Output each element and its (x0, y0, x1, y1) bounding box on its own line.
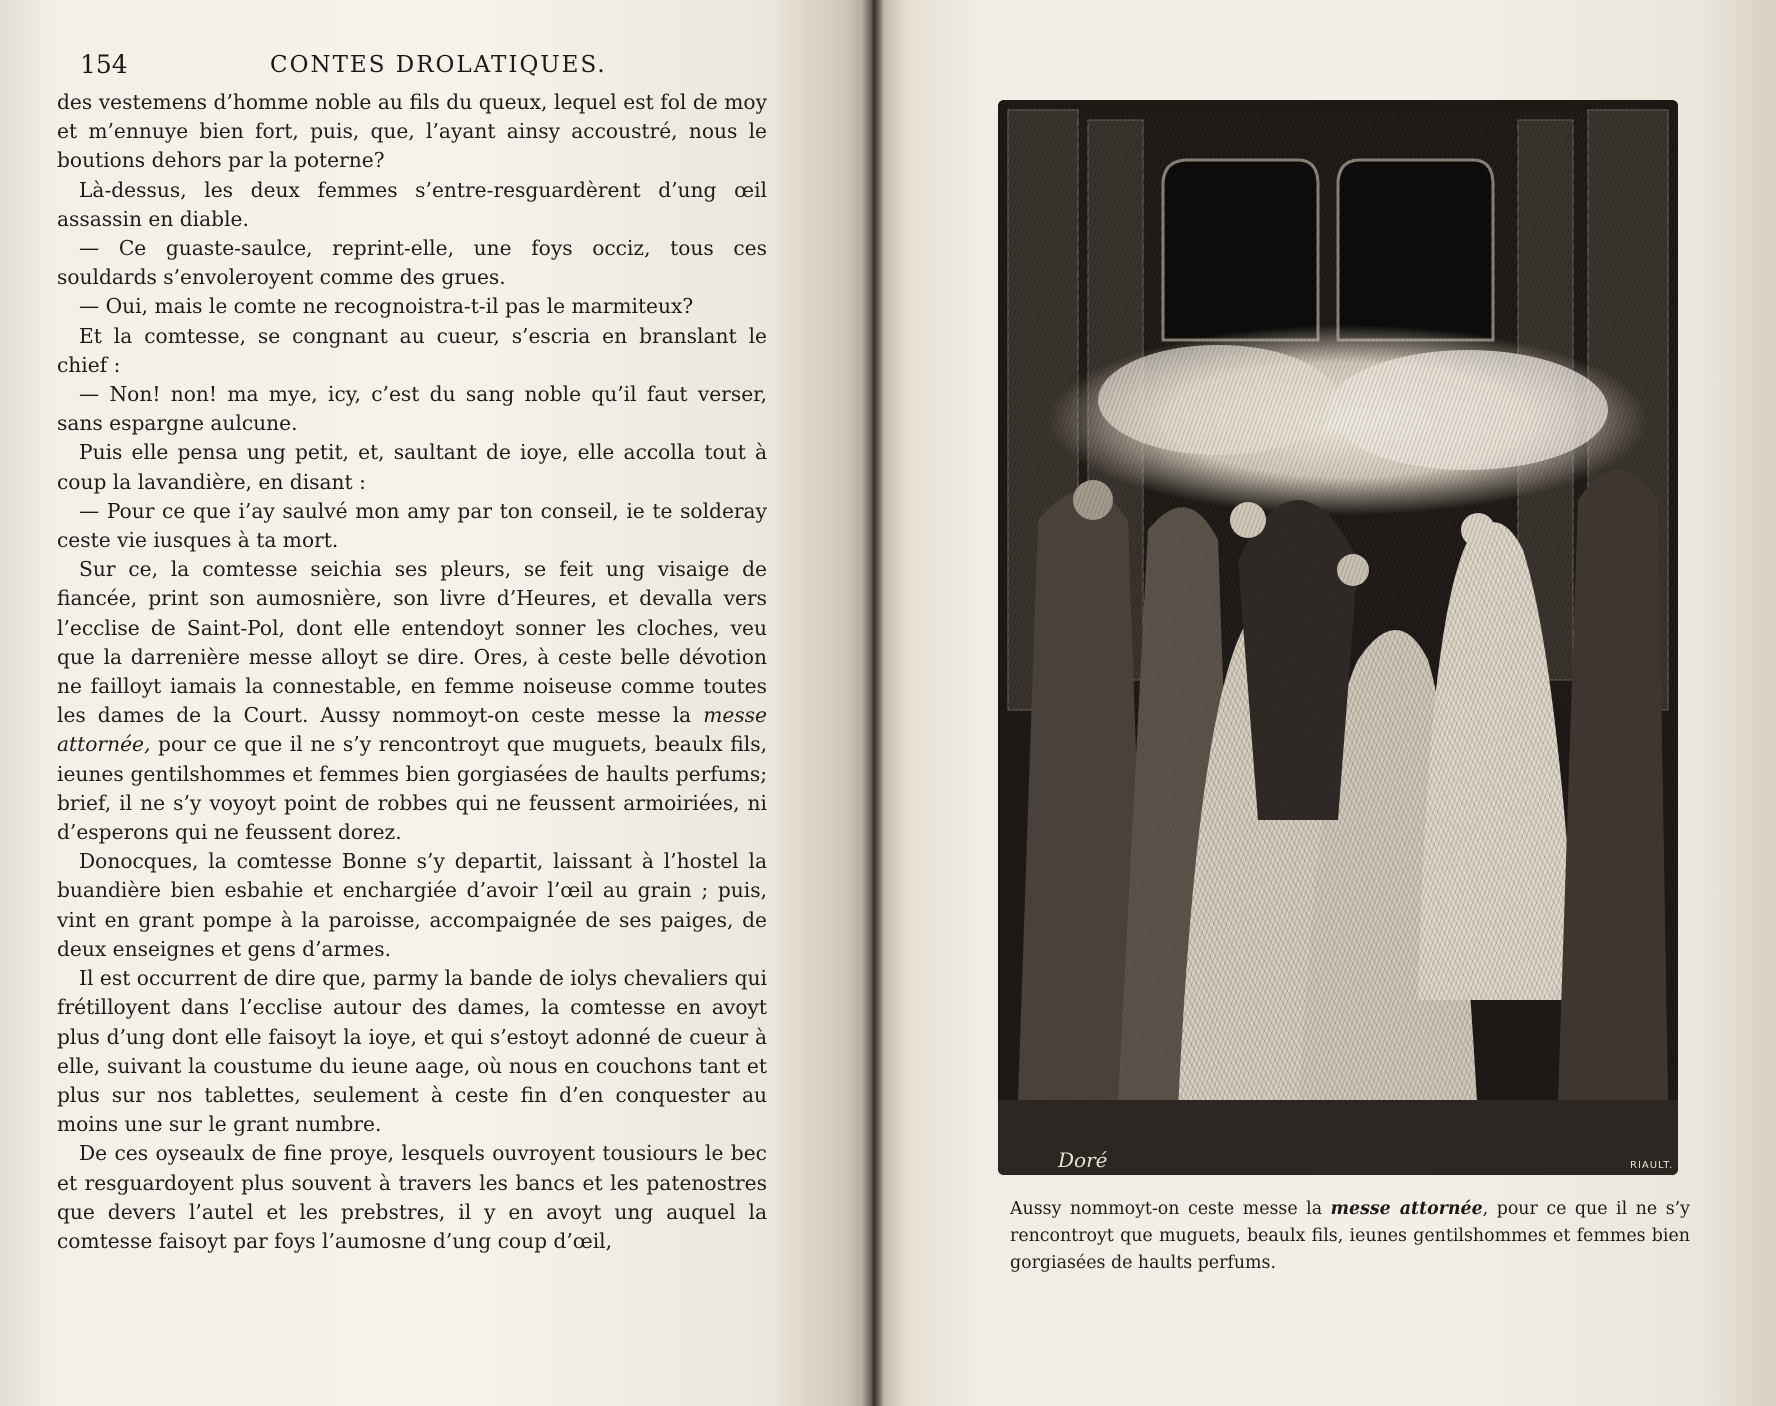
illustration-caption (1010, 1196, 1690, 1277)
paragraph-text: Sur ce, la comtesse seichia ses pleurs, se feit ung visaige de fiancée, print son aumosnière, son livre d’Heures, et devalla vers l’ecclise de Saint-Pol, dont elle entendoyt sonner les cloches, veu que la darrenière messe alloyt se dire. Ores, à ceste belle dévotion ne failloyt iamais la connestable, en femme noiseuse comme toutes les dames de la Court. Aussy nommoyt-on ceste messe la (57, 557, 767, 728)
engraving-illustration (998, 100, 1678, 1175)
artist-signature: Doré (1058, 1148, 1108, 1172)
caption-italic: messe attornée (1330, 1199, 1483, 1219)
paragraph: Là-dessus, les deux femmes s’entre-resguardèrent d’ung œil assassin en diable. (57, 177, 767, 231)
paragraph (57, 555, 767, 847)
paragraph: De ces oyseaulx de fine proye, lesquels ouvroyent tousiours le bec et resguardoyent plus souvent à travers les bancs et les patenostres que devers l’autel et les prebstres, il y en avoyt ung auquel la comtesse faisoyt par foys l’aumosne d’ung coup d’œil, (57, 1141, 767, 1253)
paragraph: des vestemens d’homme noble au fils du queux, lequel est fol de moy et m’ennuye bien fort, puis, que, l’ayant ainsy accoustré, nous le boutions dehors par la poterne? (57, 90, 767, 173)
engraver-signature: RIAULT. (1630, 1160, 1674, 1171)
left-page (0, 0, 872, 1406)
paragraph: Il est occurrent de dire que, parmy la bande de iolys chevaliers qui frétilloyent dans l’ecclise autour des dames, la comtesse en avoyt plus d’ung dont elle faisoyt la ioye, et qui s’estoyt adonné de cueur à elle, suivant la coustume du ieune aage, où nous en couchons tant et plus sur nos tablettes, seulement à ceste fin d’en conquester au moins une sur le grant numbre. (57, 966, 767, 1137)
caption-text-after: , pour ce que il ne s’y rencontroyt que muguets, beaulx fils, ieunes gentilshommes et femmes bien gorgiasées de haults perfums. (1010, 1199, 1690, 1273)
caption-text: Aussy nommoyt-on ceste messe la (1010, 1199, 1331, 1219)
paragraph: Donocques, la comtesse Bonne s’y departit, laissant à l’hostel la buandière bien esbahie et enchargiée d’avoir l’œil au grain ; puis, vint en grant pompe à la paroisse, accompaignée de ses paiges, de deux enseignes et gens d’armes. (57, 849, 767, 961)
engraving-art (998, 100, 1678, 1175)
paragraph: — Oui, mais le comte ne recognoistra-t-il pas le marmiteux? (79, 294, 694, 319)
paragraph: Et la comtesse, se congnant au cueur, s’escria en branslant le chief : (57, 323, 767, 377)
italic-phrase: messe attornée, (57, 703, 767, 757)
paragraph: Puis elle pensa ung petit, et, saultant de ioye, elle accolla tout à coup la lavandière, en disant : (57, 440, 767, 494)
paragraph: — Non! non! ma mye, icy, c’est du sang noble qu’il faut verser, sans espargne aulcune. (57, 382, 767, 436)
paragraph: — Ce guaste-saulce, reprint-elle, une foys occiz, tous ces souldards s’envoleroyent comme des grues. (57, 236, 767, 290)
book-gutter (862, 0, 884, 1406)
paragraph: — Pour ce que i’ay saulvé mon amy par ton conseil, ie te solderay ceste vie iusques à ta mort. (57, 498, 767, 553)
page-number: 154 (80, 50, 128, 79)
body-text (57, 88, 767, 1256)
page-header (80, 50, 780, 86)
paragraph-text-after: pour ce que il ne s’y rencontroyt que muguets, beaulx fils, ieunes gentilshommes et femmes bien gorgiasées de haults perfums; brief, il ne s’y voyoyt point de robbes qui ne feussent armoiriées, ni d’esperons qui ne feussent dorez. (57, 732, 767, 845)
running-title: CONTES DROLATIQUES. (270, 52, 607, 78)
